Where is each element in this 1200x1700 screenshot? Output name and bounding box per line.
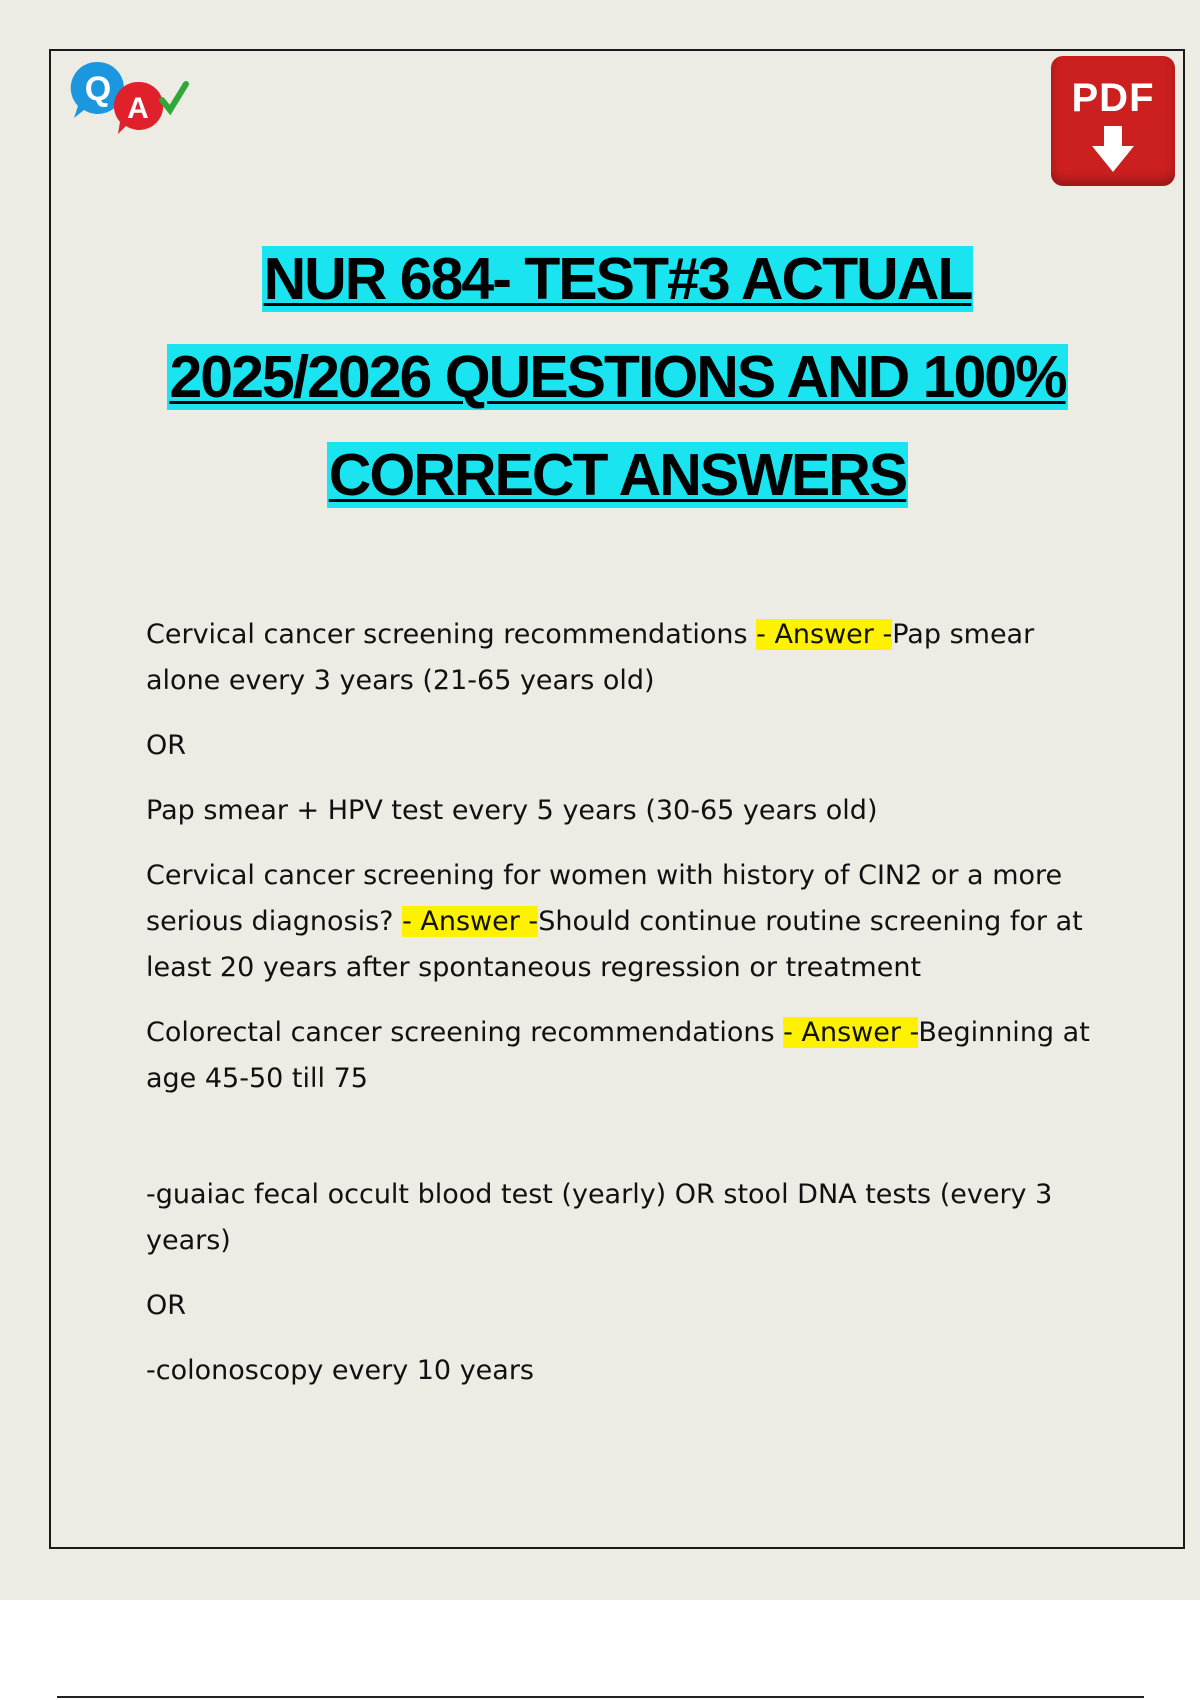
title-line-3: CORRECT ANSWERS [328, 442, 907, 508]
qa-content [146, 612, 1106, 1413]
body-text: -colonoscopy every 10 years [146, 1355, 534, 1386]
question-text: Cervical cancer screening recommendations [146, 619, 757, 650]
qa-entry [146, 1010, 1106, 1102]
logo-q-letter: Q [84, 70, 112, 108]
question-text: Cervical cancer screening for women with history of CIN2 or a more serious diagnosis? [146, 860, 1063, 937]
title-line-1: NUR 684- TEST#3 ACTUAL [263, 246, 972, 312]
answer-marker: - Answer - [783, 1017, 919, 1048]
download-arrow-icon [1091, 126, 1135, 174]
pdf-badge-label: PDF [1071, 76, 1155, 120]
body-text: -guaiac fecal occult blood test (yearly) OR stool DNA tests (every 3 years) [146, 1179, 1053, 1256]
answer-text: Should continue routine screening for at least 20 years after spontaneous regression or treatment [146, 906, 1083, 983]
answer-text: Pap smear alone every 3 years (21-65 years old) [146, 619, 1035, 696]
logo-a-letter: A [127, 92, 149, 125]
qa-entry [146, 853, 1106, 991]
title-line-2: 2025/2026 QUESTIONS AND 100% [169, 344, 1066, 410]
document-title [60, 230, 1175, 524]
check-icon [162, 84, 186, 110]
answer-marker: - Answer - [756, 619, 893, 650]
pdf-download-badge[interactable] [1051, 56, 1175, 186]
qa-entry [146, 612, 1106, 704]
separator-text: OR [146, 730, 187, 761]
qa-logo [68, 56, 192, 136]
blank-space [146, 1121, 1106, 1172]
question-text: Colorectal cancer screening recommendations [146, 1017, 784, 1048]
separator-text: OR [146, 1290, 187, 1321]
body-text: Pap smear + HPV test every 5 years (30-65 years old) [146, 795, 878, 826]
footer-divider [57, 1696, 1144, 1698]
answer-marker: - Answer - [402, 906, 539, 937]
answer-text: Beginning at age 45-50 till 75 [146, 1017, 1090, 1094]
